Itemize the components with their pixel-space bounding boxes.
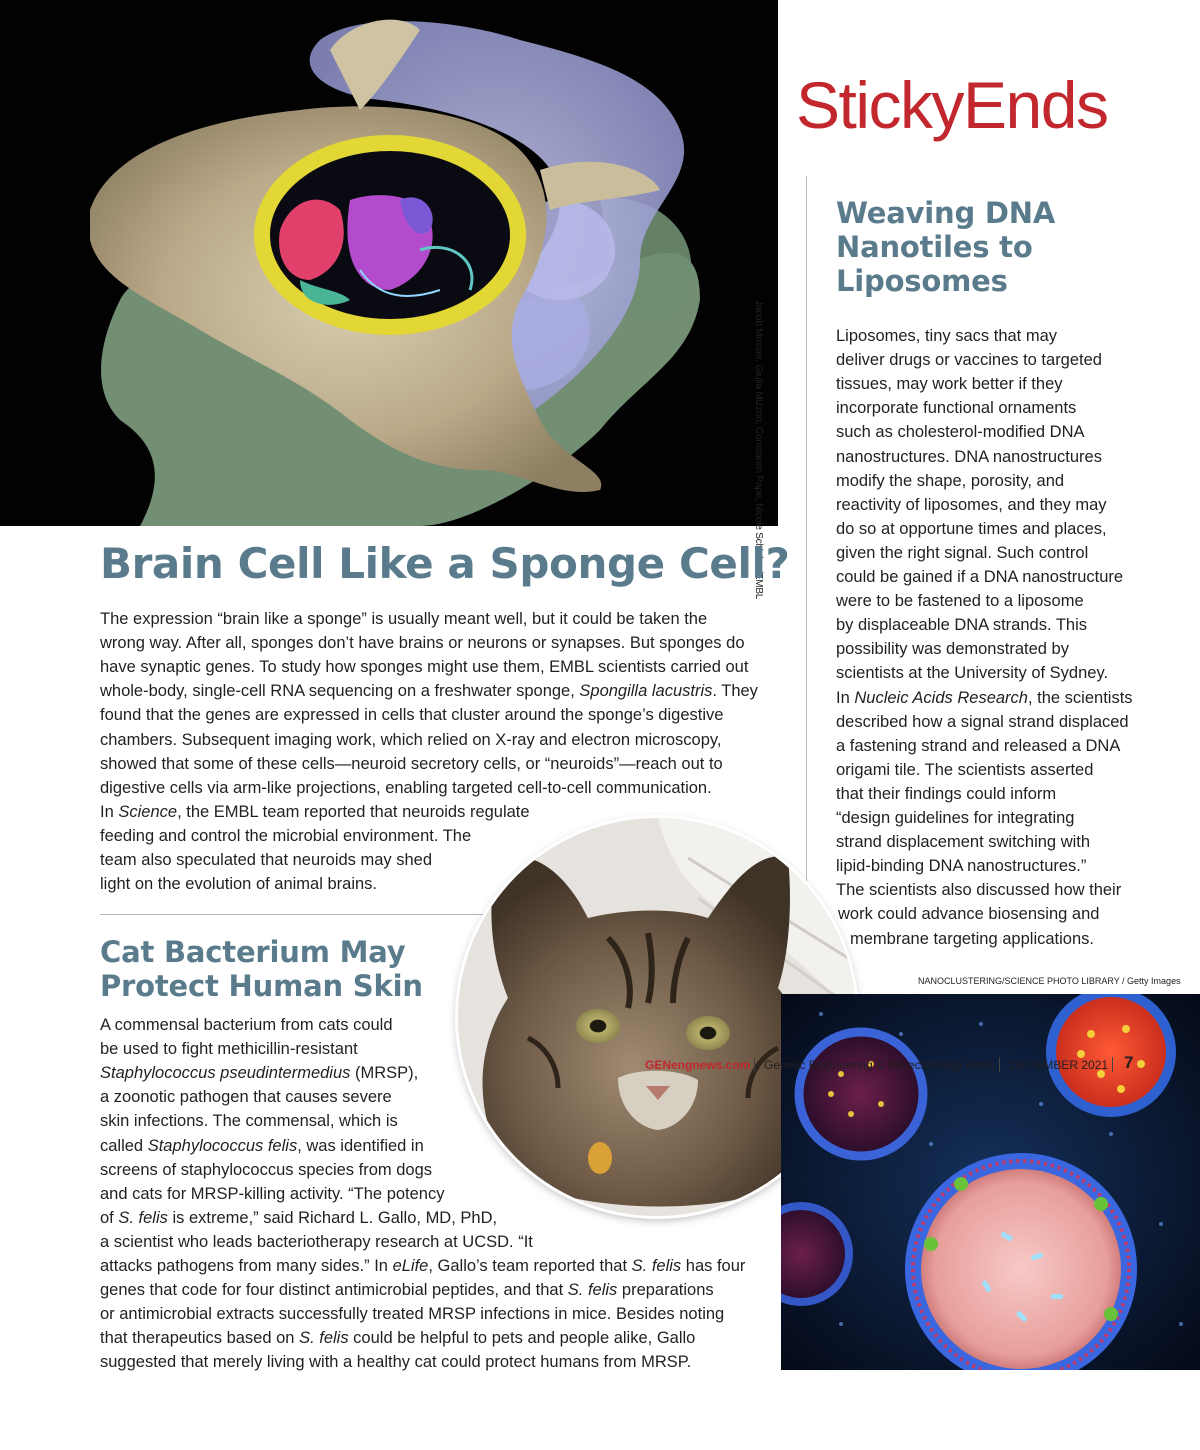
sponge-cell-image (0, 0, 778, 526)
footer-divider (1112, 1057, 1113, 1072)
body-text-line: chambers. Subsequent imaging work, which relied on X-ray and electron microscopy, (100, 730, 722, 749)
body-text-line: strand displacement switching with (836, 833, 1091, 852)
body-text-line: a fastening strand and released a DNA (836, 736, 1121, 755)
body-text-line: or antimicrobial extracts successfully treated MRSP infections in mice. Besides noting (100, 1305, 725, 1324)
footer-site-link[interactable]: GENengnews.com (645, 1058, 751, 1072)
body-text-line: be used to fight methicillin-resistant (100, 1040, 358, 1059)
body-text-line: Staphylococcus pseudintermedius (MRSP), (100, 1064, 419, 1083)
body-text-line: whole-body, single-cell RNA sequencing on a freshwater sponge, Spongilla lacustris. They (100, 682, 758, 701)
body-text-line: nanostructures. DNA nanostructures (836, 447, 1102, 466)
body-text-line: have synaptic genes. To study how sponges might use them, EMBL scientists carried out (100, 658, 749, 677)
body-text-line: do so at opportune times and places, (836, 519, 1107, 538)
body-text-line: such as cholesterol-modified DNA (836, 423, 1085, 442)
body-text-line: “design guidelines for integrating (836, 809, 1075, 827)
footer-divider (754, 1057, 755, 1072)
body-text-line: incorporate functional ornaments (836, 399, 1077, 418)
body-text-line: that their findings could inform (836, 784, 1057, 803)
body-text-line: In Science, the EMBL team reported that neuroids regulate (100, 802, 530, 821)
body-text-line: wrong way. After all, sponges don’t have brains or neurons or synapses. But sponges do (100, 634, 745, 653)
body-text-line: by displaceable DNA strands. This (836, 616, 1087, 635)
body-text-line: lipid-binding DNA nanostructures.” (836, 857, 1087, 876)
body-text-line: described how a signal strand displaced (836, 712, 1129, 731)
body-text-line: light on the evolution of animal brains. (100, 875, 378, 894)
body-text-line: scientists at the University of Sydney. (836, 664, 1109, 683)
body-text-line: feeding and control the microbial environment. The (100, 826, 472, 845)
dna-article-headline: Weaving DNA Nanotiles to Liposomes (836, 196, 1056, 298)
body-text-line: attacks pathogens from many sides.” In eLife, Gallo’s team reported that S. felis has four (100, 1257, 746, 1275)
body-text-line: modify the shape, porosity, and (836, 471, 1065, 490)
body-text-line: that therapeutics based on S. felis could be helpful to pets and people alike, Gallo (100, 1329, 696, 1348)
body-text-line: A commensal bacterium from cats could (100, 1016, 393, 1034)
footer-date: DECEMBER 2021 (1010, 1058, 1109, 1072)
body-text-line: The expression “brain like a sponge” is usually meant well, but it could be taken the (100, 610, 708, 628)
body-text-line: of S. felis is extreme,” said Richard L. Gallo, MD, PhD, (100, 1208, 498, 1227)
body-text-line: and cats for MRSP-killing activity. “The potency (100, 1184, 445, 1203)
footer-publication: Genetic Engineering & Biotechnology News (764, 1058, 997, 1072)
body-text-line: found that the genes are expressed in cells that cluster around the sponge’s digestive (100, 706, 724, 725)
cat-article-headline: Cat Bacterium May Protect Human Skin (100, 935, 423, 1003)
body-text-line: origami tile. The scientists asserted (836, 760, 1094, 779)
body-text-line: called Staphylococcus felis, was identified in (100, 1136, 424, 1155)
section-masthead: StickyEnds (796, 68, 1108, 142)
body-text-line: In Nucleic Acids Research, the scientists (836, 688, 1133, 707)
body-text-line: digestive cells via arm-like projections, enabling targeted cell-to-cell communication. (100, 778, 712, 797)
body-text-line: a scientist who leads bacteriotherapy research at UCSD. “It (100, 1232, 533, 1251)
body-text-line: suggested that merely living with a healthy cat could protect humans from MRSP. (100, 1353, 692, 1372)
body-text-line: possibility was demonstrated by (836, 640, 1069, 659)
body-text-line: membrane targeting applications. (850, 929, 1094, 948)
body-text-line: skin infections. The commensal, which is (100, 1112, 398, 1131)
image-credit: NANOCLUSTERING/SCIENCE PHOTO LIBRARY / Getty Images (918, 976, 1181, 986)
body-text-line: Liposomes, tiny sacs that may (836, 327, 1058, 345)
body-text-line: tissues, may work better if they (836, 375, 1063, 394)
page-number: 7 (1124, 1053, 1134, 1072)
body-text-line: work could advance biosensing and (838, 905, 1100, 924)
body-text-line: genes that code for four distinct antimicrobial peptides, and that S. felis preparations (100, 1281, 714, 1300)
body-text-line: deliver drugs or vaccines to targeted (836, 351, 1102, 370)
body-text-line: given the right signal. Such control (836, 543, 1089, 562)
body-text-line: team also speculated that neuroids may shed (100, 851, 433, 869)
body-text-line: reactivity of liposomes, and they may (836, 495, 1107, 514)
footer-divider (999, 1057, 1000, 1072)
body-text-line: screens of staphylococcus species from dogs (100, 1160, 432, 1179)
body-text-line: could be gained if a DNA nanostructure (836, 568, 1124, 586)
body-text-line: The scientists also discussed how their (836, 881, 1122, 900)
body-text-line: were to be fastened to a liposome (836, 592, 1084, 611)
body-text-line: a zoonotic pathogen that causes severe (100, 1088, 392, 1107)
article-separator (100, 914, 500, 915)
brain-article-headline: Brain Cell Like a Sponge Cell? (100, 539, 790, 588)
image-credit: Jacob Musser, Giulia Mizzon, Constantin Pape, Nicole Schieber/EMBL (753, 300, 764, 600)
body-text-line: showed that some of these cells—neuroid secretory cells, or “neuroids”—reach out to (100, 754, 723, 773)
column-divider (806, 176, 807, 930)
liposome-image (781, 994, 1200, 1370)
